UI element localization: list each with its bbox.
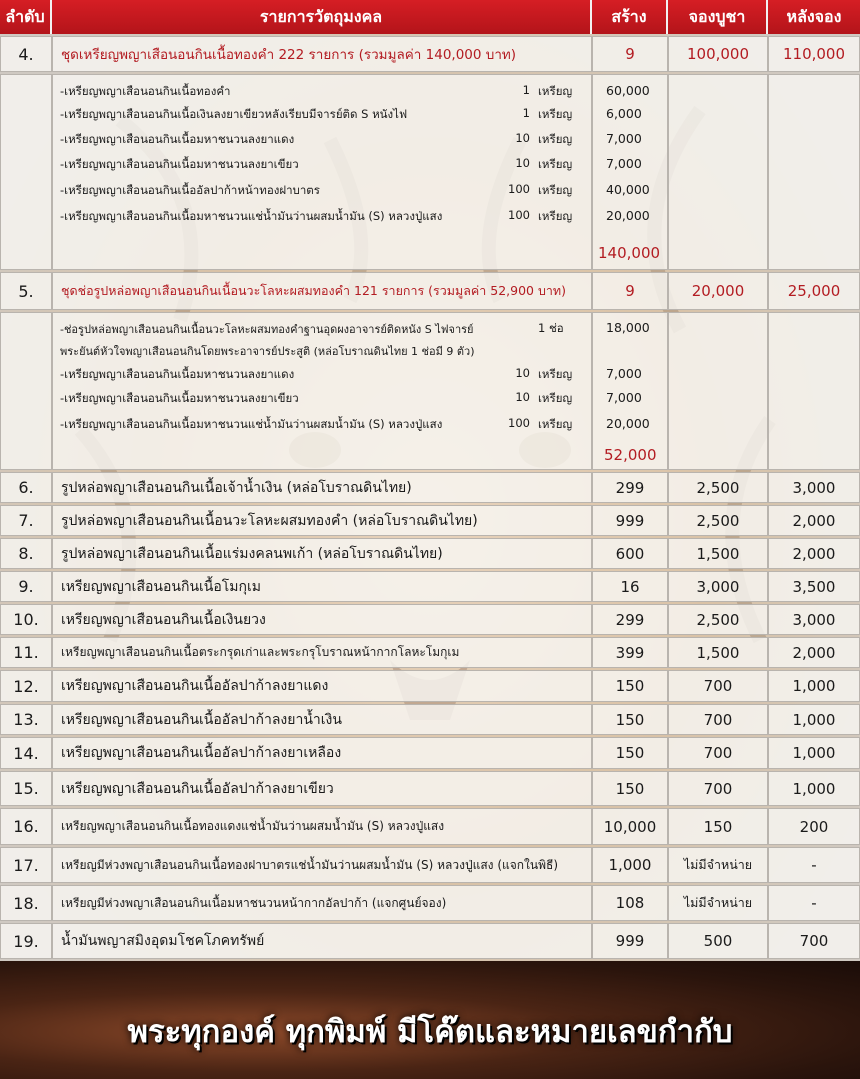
row-index: 17. — [0, 847, 52, 883]
item-qty: 100 — [508, 182, 530, 196]
row-after: 3,000 — [768, 472, 860, 503]
row-after: 700 — [768, 923, 860, 959]
item-unit: เหรียญ — [538, 157, 573, 171]
item-value: 18,000 — [606, 320, 650, 335]
banner-text: พระทุกองค์ ทุกพิมพ์ มีโค๊ตและหมายเลขกำกับ — [127, 1014, 733, 1050]
group5-total: 52,000 — [604, 446, 657, 464]
item-name: -เหรียญพญาเสือนอนกินเนื้อมหาชนวนลงยาเขียว — [60, 157, 299, 171]
header-reserve: จองบูชา — [668, 0, 768, 34]
row-reserve: 700 — [668, 737, 768, 769]
group4-built: 9 — [592, 36, 668, 72]
item-name: -เหรียญพญาเสือนอนกินเนื้อมหาชนวนลงยาแดง — [60, 132, 295, 146]
row-built: 150 — [592, 670, 668, 702]
row-name: น้ำมันพญาสมิงอุดมโชคโภคทรัพย์ — [52, 923, 592, 959]
row-name: เหรียญพญาเสือนอนกินเนื้ออัลปาก้าลงยาแดง — [52, 670, 592, 702]
item-unit: เหรียญ — [538, 84, 573, 98]
item-name: -เหรียญพญาเสือนอนกินเนื้อมหาชนวนลงยาเขียว — [60, 391, 299, 405]
row-built: 299 — [592, 472, 668, 503]
row-reserve: 3,000 — [668, 571, 768, 602]
item-name: -เหรียญพญาเสือนอนกินเนื้อเงินลงยาเขียวหลังเรียบมีจารย์ติด S หนังไฟ — [60, 107, 408, 121]
group4-detail-reserve — [668, 74, 768, 270]
row-reserve: 150 — [668, 808, 768, 845]
group5-reserve: 20,000 — [668, 272, 768, 310]
row-name: รูปหล่อพญาเสือนอนกินเนื้อเจ้าน้ำเงิน (หล่อโบราณดินไทย) — [52, 472, 592, 503]
item-qty: 1 — [522, 83, 530, 97]
item-qty: 10 — [515, 156, 530, 170]
item-value: 7,000 — [606, 366, 642, 381]
row-index: 12. — [0, 670, 52, 702]
group5-detail-after — [768, 312, 860, 470]
item-value: 7,000 — [606, 156, 642, 171]
item-unit: เหรียญ — [538, 132, 573, 146]
row-name: รูปหล่อพญาเสือนอนกินเนื้อแร่มงคลนพเก้า (หล่อโบราณดินไทย) — [52, 538, 592, 569]
item-unit: เหรียญ — [538, 107, 573, 121]
row-after: 1,000 — [768, 737, 860, 769]
row-after: 200 — [768, 808, 860, 845]
row-reserve: 1,500 — [668, 538, 768, 569]
row-built: 150 — [592, 704, 668, 735]
item-qty: 1 ช่อ — [538, 321, 564, 335]
item-unit: เหรียญ — [538, 367, 573, 381]
row-name: เหรียญพญาเสือนอนกินเนื้ออัลปาก้าลงยาเหลือง — [52, 737, 592, 769]
row-reserve: 2,500 — [668, 472, 768, 503]
group5-built: 9 — [592, 272, 668, 310]
row-after: - — [768, 885, 860, 921]
row-reserve: 1,500 — [668, 637, 768, 668]
item-value: 6,000 — [606, 106, 642, 121]
item-name: -เหรียญพญาเสือนอนกินเนื้อทองคำ — [60, 84, 231, 98]
group4-index: 4. — [0, 36, 52, 72]
row-built: 999 — [592, 505, 668, 536]
group4-detail-after — [768, 74, 860, 270]
item-value: 40,000 — [606, 182, 650, 197]
row-reserve: 2,500 — [668, 505, 768, 536]
row-name: เหรียญพญาเสือนอนกินเนื้อเงินยวง — [52, 604, 592, 635]
row-index: 11. — [0, 637, 52, 668]
row-name: เหรียญพญาเสือนอนกินเนื้อตระกรุดเก่าและพระกรุโบราณหน้ากากโลหะโมกุเม — [52, 637, 592, 668]
row-built: 299 — [592, 604, 668, 635]
row-after: 3,500 — [768, 571, 860, 602]
item-unit: เหรียญ — [538, 209, 573, 223]
row-after: 3,000 — [768, 604, 860, 635]
row-index: 8. — [0, 538, 52, 569]
bottom-banner — [0, 961, 860, 1079]
item-value: 7,000 — [606, 131, 642, 146]
item-value: 7,000 — [606, 390, 642, 405]
row-reserve: 700 — [668, 704, 768, 735]
group5-detail-reserve — [668, 312, 768, 470]
row-after: 1,000 — [768, 771, 860, 806]
row-after: 2,000 — [768, 637, 860, 668]
row-reserve: 2,500 — [668, 604, 768, 635]
row-index: 14. — [0, 737, 52, 769]
row-index: 15. — [0, 771, 52, 806]
row-reserve: 700 — [668, 771, 768, 806]
item-unit: เหรียญ — [538, 417, 573, 431]
group5-title: ชุดช่อรูปหล่อพญาเสือนอนกินเนื้อนวะโลหะผสมทองคำ 121 รายการ (รวมมูลค่า 52,900 บาท) — [52, 272, 592, 310]
header-built: สร้าง — [592, 0, 668, 34]
item-value: 20,000 — [606, 208, 650, 223]
row-name: เหรียญพญาเสือนอนกินเนื้ออัลปาก้าลงยาน้ำเงิน — [52, 704, 592, 735]
row-index: 18. — [0, 885, 52, 921]
row-reserve: 500 — [668, 923, 768, 959]
item-qty: 100 — [508, 416, 530, 430]
row-built: 10,000 — [592, 808, 668, 845]
row-after: - — [768, 847, 860, 883]
row-name: รูปหล่อพญาเสือนอนกินเนื้อนวะโลหะผสมทองคำ (หล่อโบราณดินไทย) — [52, 505, 592, 536]
item-name: -เหรียญพญาเสือนอนกินเนื้อมหาชนวนแช่น้ำมันว่านผสมน้ำมัน (S) หลวงปู่แสง — [60, 417, 443, 431]
row-built: 150 — [592, 771, 668, 806]
row-reserve: ไม่มีจำหน่าย — [668, 885, 768, 921]
item-unit: เหรียญ — [538, 183, 573, 197]
item-name-line2: พระยันต์หัวใจพญาเสือนอนกินโดยพระอาจารย์ประสูติ (หล่อโบราณดินไทย 1 ช่อมี 9 ตัว) — [60, 345, 475, 358]
item-unit: เหรียญ — [538, 391, 573, 405]
row-built: 399 — [592, 637, 668, 668]
group4-after: 110,000 — [768, 36, 860, 72]
item-value: 60,000 — [606, 83, 650, 98]
group5-after: 25,000 — [768, 272, 860, 310]
item-name-line1: -ช่อรูปหล่อพญาเสือนอนกินเนื้อนวะโลหะผสมทองคำฐานอุดผงอาจารย์ติดหนัง S ไฟจารย์ — [60, 323, 474, 336]
group5-index: 5. — [0, 272, 52, 310]
row-name: เหรียญมีห่วงพญาเสือนอนกินเนื้อมหาชนวนหน้ากากอัลปาก้า (แจกศูนย์จอง) — [52, 885, 592, 921]
item-qty: 1 — [522, 106, 530, 120]
row-index: 9. — [0, 571, 52, 602]
group5-detail-index — [0, 312, 52, 470]
row-index: 7. — [0, 505, 52, 536]
item-name: -เหรียญพญาเสือนอนกินเนื้ออัลปาก้าหน้าทองฝาบาตร — [60, 183, 320, 197]
group4-reserve: 100,000 — [668, 36, 768, 72]
item-qty: 10 — [515, 366, 530, 380]
row-reserve: ไม่มีจำหน่าย — [668, 847, 768, 883]
item-qty: 10 — [515, 131, 530, 145]
row-built: 108 — [592, 885, 668, 921]
row-built: 150 — [592, 737, 668, 769]
row-after: 1,000 — [768, 670, 860, 702]
group4-detail-values — [592, 74, 668, 270]
item-qty: 100 — [508, 208, 530, 222]
row-index: 13. — [0, 704, 52, 735]
row-index: 6. — [0, 472, 52, 503]
row-index: 10. — [0, 604, 52, 635]
row-name: เหรียญมีห่วงพญาเสือนอนกินเนื้อทองฝาบาตรแช่น้ำมันว่านผสมน้ำมัน (S) หลวงปู่แสง (แจกในพิธี) — [52, 847, 592, 883]
group4-total: 140,000 — [598, 244, 661, 262]
row-after: 2,000 — [768, 505, 860, 536]
item-qty: 10 — [515, 390, 530, 404]
row-built: 999 — [592, 923, 668, 959]
row-name: เหรียญพญาเสือนอนกินเนื้อทองแดงแช่น้ำมันว่านผสมน้ำมัน (S) หลวงปู่แสง — [52, 808, 592, 845]
row-name: เหรียญพญาเสือนอนกินเนื้อโมกุเม — [52, 571, 592, 602]
row-built: 600 — [592, 538, 668, 569]
header-index: ลำดับ — [0, 0, 52, 34]
group4-detail-index — [0, 74, 52, 270]
row-after: 1,000 — [768, 704, 860, 735]
row-built: 1,000 — [592, 847, 668, 883]
item-name: -เหรียญพญาเสือนอนกินเนื้อมหาชนวนลงยาแดง — [60, 367, 295, 381]
item-name: -เหรียญพญาเสือนอนกินเนื้อมหาชนวนแช่น้ำมันว่านผสมน้ำมัน (S) หลวงปู่แสง — [60, 209, 443, 223]
row-name: เหรียญพญาเสือนอนกินเนื้ออัลปาก้าลงยาเขียว — [52, 771, 592, 806]
item-value: 20,000 — [606, 416, 650, 431]
header-item: รายการวัตถุมงคล — [52, 0, 592, 34]
row-built: 16 — [592, 571, 668, 602]
row-reserve: 700 — [668, 670, 768, 702]
row-after: 2,000 — [768, 538, 860, 569]
group4-title: ชุดเหรียญพญาเสือนอนกินเนื้อทองคำ 222 รายการ (รวมมูลค่า 140,000 บาท) — [52, 36, 592, 72]
header-after: หลังจอง — [768, 0, 860, 34]
row-index: 16. — [0, 808, 52, 845]
row-index: 19. — [0, 923, 52, 959]
